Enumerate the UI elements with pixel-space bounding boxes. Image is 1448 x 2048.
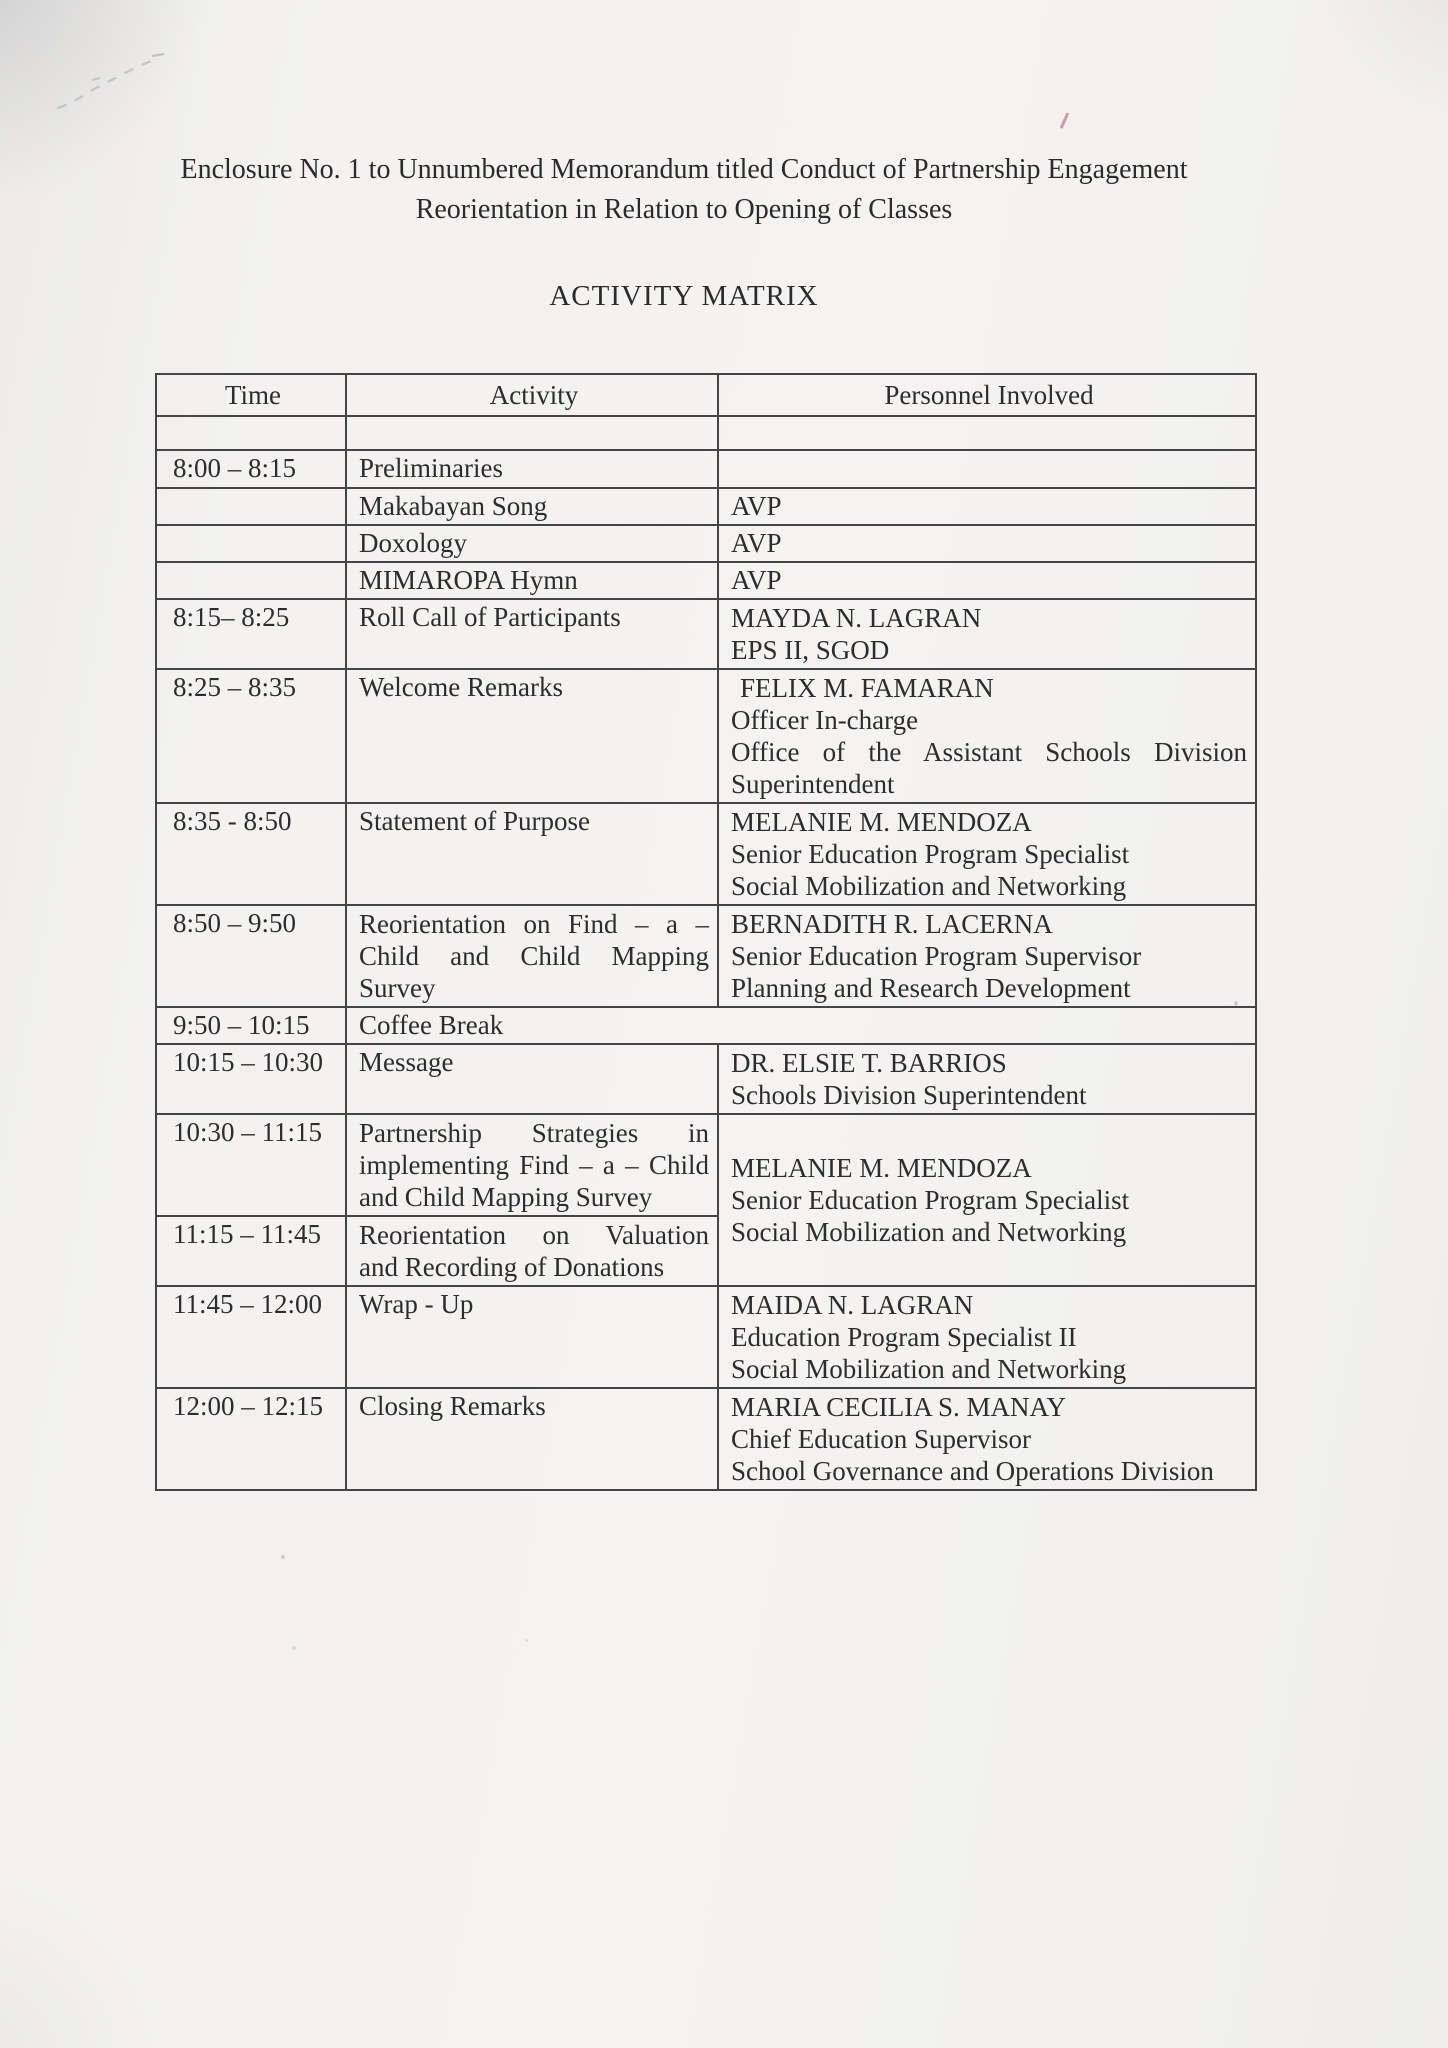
personnel-line: Senior Education Program Specialist	[731, 839, 1130, 869]
personnel-line: School Governance and Operations Division	[731, 1456, 1214, 1486]
activity-cell	[346, 1114, 718, 1216]
personnel-cell: AVP	[718, 525, 1256, 562]
personnel-line: MELANIE M. MENDOZA	[731, 1153, 1032, 1183]
activity-line: implementing Find – a – Child	[359, 1150, 709, 1180]
activity-cell: Coffee Break	[346, 1007, 1256, 1044]
activity-cell: Message	[346, 1044, 718, 1114]
table-row-closing-remarks	[156, 1388, 1256, 1490]
activity-cell: Closing Remarks	[346, 1388, 718, 1490]
table-row-roll-call	[156, 599, 1256, 669]
activity-cell	[346, 905, 718, 1007]
personnel-cell: AVP	[718, 488, 1256, 525]
personnel-cell	[718, 669, 1256, 803]
personnel-cell	[718, 416, 1256, 450]
personnel-line: Chief Education Supervisor	[731, 1424, 1031, 1454]
personnel-line: Schools Division Superintendent	[731, 1080, 1087, 1110]
personnel-line: Senior Education Program Supervisor	[731, 941, 1142, 971]
table-row-makabayan-song	[156, 488, 1256, 525]
column-header-activity: Activity	[346, 374, 718, 416]
time-cell	[156, 562, 346, 599]
time-cell: 9:50 – 10:15	[156, 1007, 346, 1044]
personnel-line: Social Mobilization and Networking	[731, 1217, 1127, 1247]
personnel-line: Officer In-charge	[731, 705, 919, 735]
table-row-coffee-break	[156, 1007, 1256, 1044]
personnel-line: Superintendent	[731, 769, 895, 799]
time-cell: 11:45 – 12:00	[156, 1286, 346, 1388]
personnel-cell	[718, 1388, 1256, 1490]
table-row-preliminaries	[156, 450, 1256, 488]
activity-cell: Makabayan Song	[346, 488, 718, 525]
personnel-line: Planning and Research Development	[731, 973, 1131, 1003]
personnel-cell	[718, 905, 1256, 1007]
personnel-line: MELANIE M. MENDOZA	[731, 807, 1032, 837]
personnel-cell	[718, 450, 1256, 488]
ink-speck	[292, 1646, 296, 1650]
time-cell: 8:50 – 9:50	[156, 905, 346, 1007]
activity-cell: Welcome Remarks	[346, 669, 718, 803]
personnel-line: DR. ELSIE T. BARRIOS	[731, 1048, 1007, 1078]
table-row-find-a-child	[156, 905, 1256, 1007]
time-cell	[156, 488, 346, 525]
table-row-wrap-up	[156, 1286, 1256, 1388]
enclosure-note-line-1: Enclosure No. 1 to Unnumbered Memorandum titled Conduct of Partnership Engagement	[180, 154, 1188, 185]
document-headings	[113, 0, 1255, 313]
personnel-line: Education Program Specialist II	[731, 1322, 1077, 1352]
time-cell: 8:00 – 8:15	[156, 450, 346, 488]
personnel-line: MAYDA N. LAGRAN	[731, 603, 982, 633]
time-cell: 8:25 – 8:35	[156, 669, 346, 803]
personnel-line: FELIX M. FAMARAN	[740, 673, 994, 703]
column-header-personnel: Personnel Involved	[718, 374, 1256, 416]
time-cell: 11:15 – 11:45	[156, 1216, 346, 1286]
activity-cell: Statement of Purpose	[346, 803, 718, 905]
activity-cell: MIMAROPA Hymn	[346, 562, 718, 599]
personnel-line: Social Mobilization and Networking	[731, 1354, 1127, 1384]
page-title: ACTIVITY MATRIX	[549, 280, 819, 312]
activity-line: Child and Child Mapping	[359, 941, 709, 971]
table-row-mimaropa-hymn	[156, 562, 1256, 599]
personnel-line: EPS II, SGOD	[731, 635, 890, 665]
activity-line: and Recording of Donations	[359, 1252, 665, 1282]
table-row-empty	[156, 416, 1256, 450]
time-cell: 10:30 – 11:15	[156, 1114, 346, 1216]
personnel-cell	[718, 1044, 1256, 1114]
column-header-time: Time	[156, 374, 346, 416]
personnel-line: BERNADITH R. LACERNA	[731, 909, 1053, 939]
table-row-welcome-remarks	[156, 669, 1256, 803]
enclosure-note-line-2: Reorientation in Relation to Opening of Classes	[415, 194, 953, 225]
personnel-line: Office of the Assistant Schools Division	[731, 737, 1247, 767]
personnel-line: Social Mobilization and Networking	[731, 871, 1127, 901]
ink-speck	[281, 1555, 285, 1559]
activity-line: Reorientation on Find – a –	[359, 909, 709, 939]
activity-cell	[346, 1216, 718, 1286]
activity-line: Survey	[359, 973, 436, 1003]
activity-cell: Roll Call of Participants	[346, 599, 718, 669]
personnel-line: Senior Education Program Specialist	[731, 1185, 1130, 1215]
time-cell: 10:15 – 10:30	[156, 1044, 346, 1114]
document-body	[155, 0, 1255, 1491]
activity-matrix-table	[155, 373, 1257, 1491]
personnel-line: MARIA CECILIA S. MANAY	[731, 1392, 1067, 1422]
activity-line: and Child Mapping Survey	[359, 1182, 653, 1212]
table-header-row	[156, 374, 1256, 416]
activity-line: Partnership Strategies in	[359, 1118, 709, 1148]
time-cell: 12:00 – 12:15	[156, 1388, 346, 1490]
enclosure-note	[113, 0, 1255, 230]
ink-speck	[525, 1639, 528, 1642]
table-row-message	[156, 1044, 1256, 1114]
activity-cell: Preliminaries	[346, 450, 718, 488]
personnel-cell	[718, 803, 1256, 905]
personnel-cell	[718, 599, 1256, 669]
table-row-statement-of-purpose	[156, 803, 1256, 905]
personnel-cell	[718, 1114, 1256, 1286]
time-cell: 8:35 - 8:50	[156, 803, 346, 905]
time-cell: 8:15– 8:25	[156, 599, 346, 669]
table-row-doxology	[156, 525, 1256, 562]
activity-cell: Doxology	[346, 525, 718, 562]
activity-cell	[346, 416, 718, 450]
activity-cell: Wrap - Up	[346, 1286, 718, 1388]
activity-line: Reorientation on Valuation	[359, 1220, 709, 1250]
personnel-cell: AVP	[718, 562, 1256, 599]
personnel-cell	[718, 1286, 1256, 1388]
table-row-partnership-strategies	[156, 1114, 1256, 1216]
personnel-line: MAIDA N. LAGRAN	[731, 1290, 974, 1320]
time-cell	[156, 416, 346, 450]
time-cell	[156, 525, 346, 562]
